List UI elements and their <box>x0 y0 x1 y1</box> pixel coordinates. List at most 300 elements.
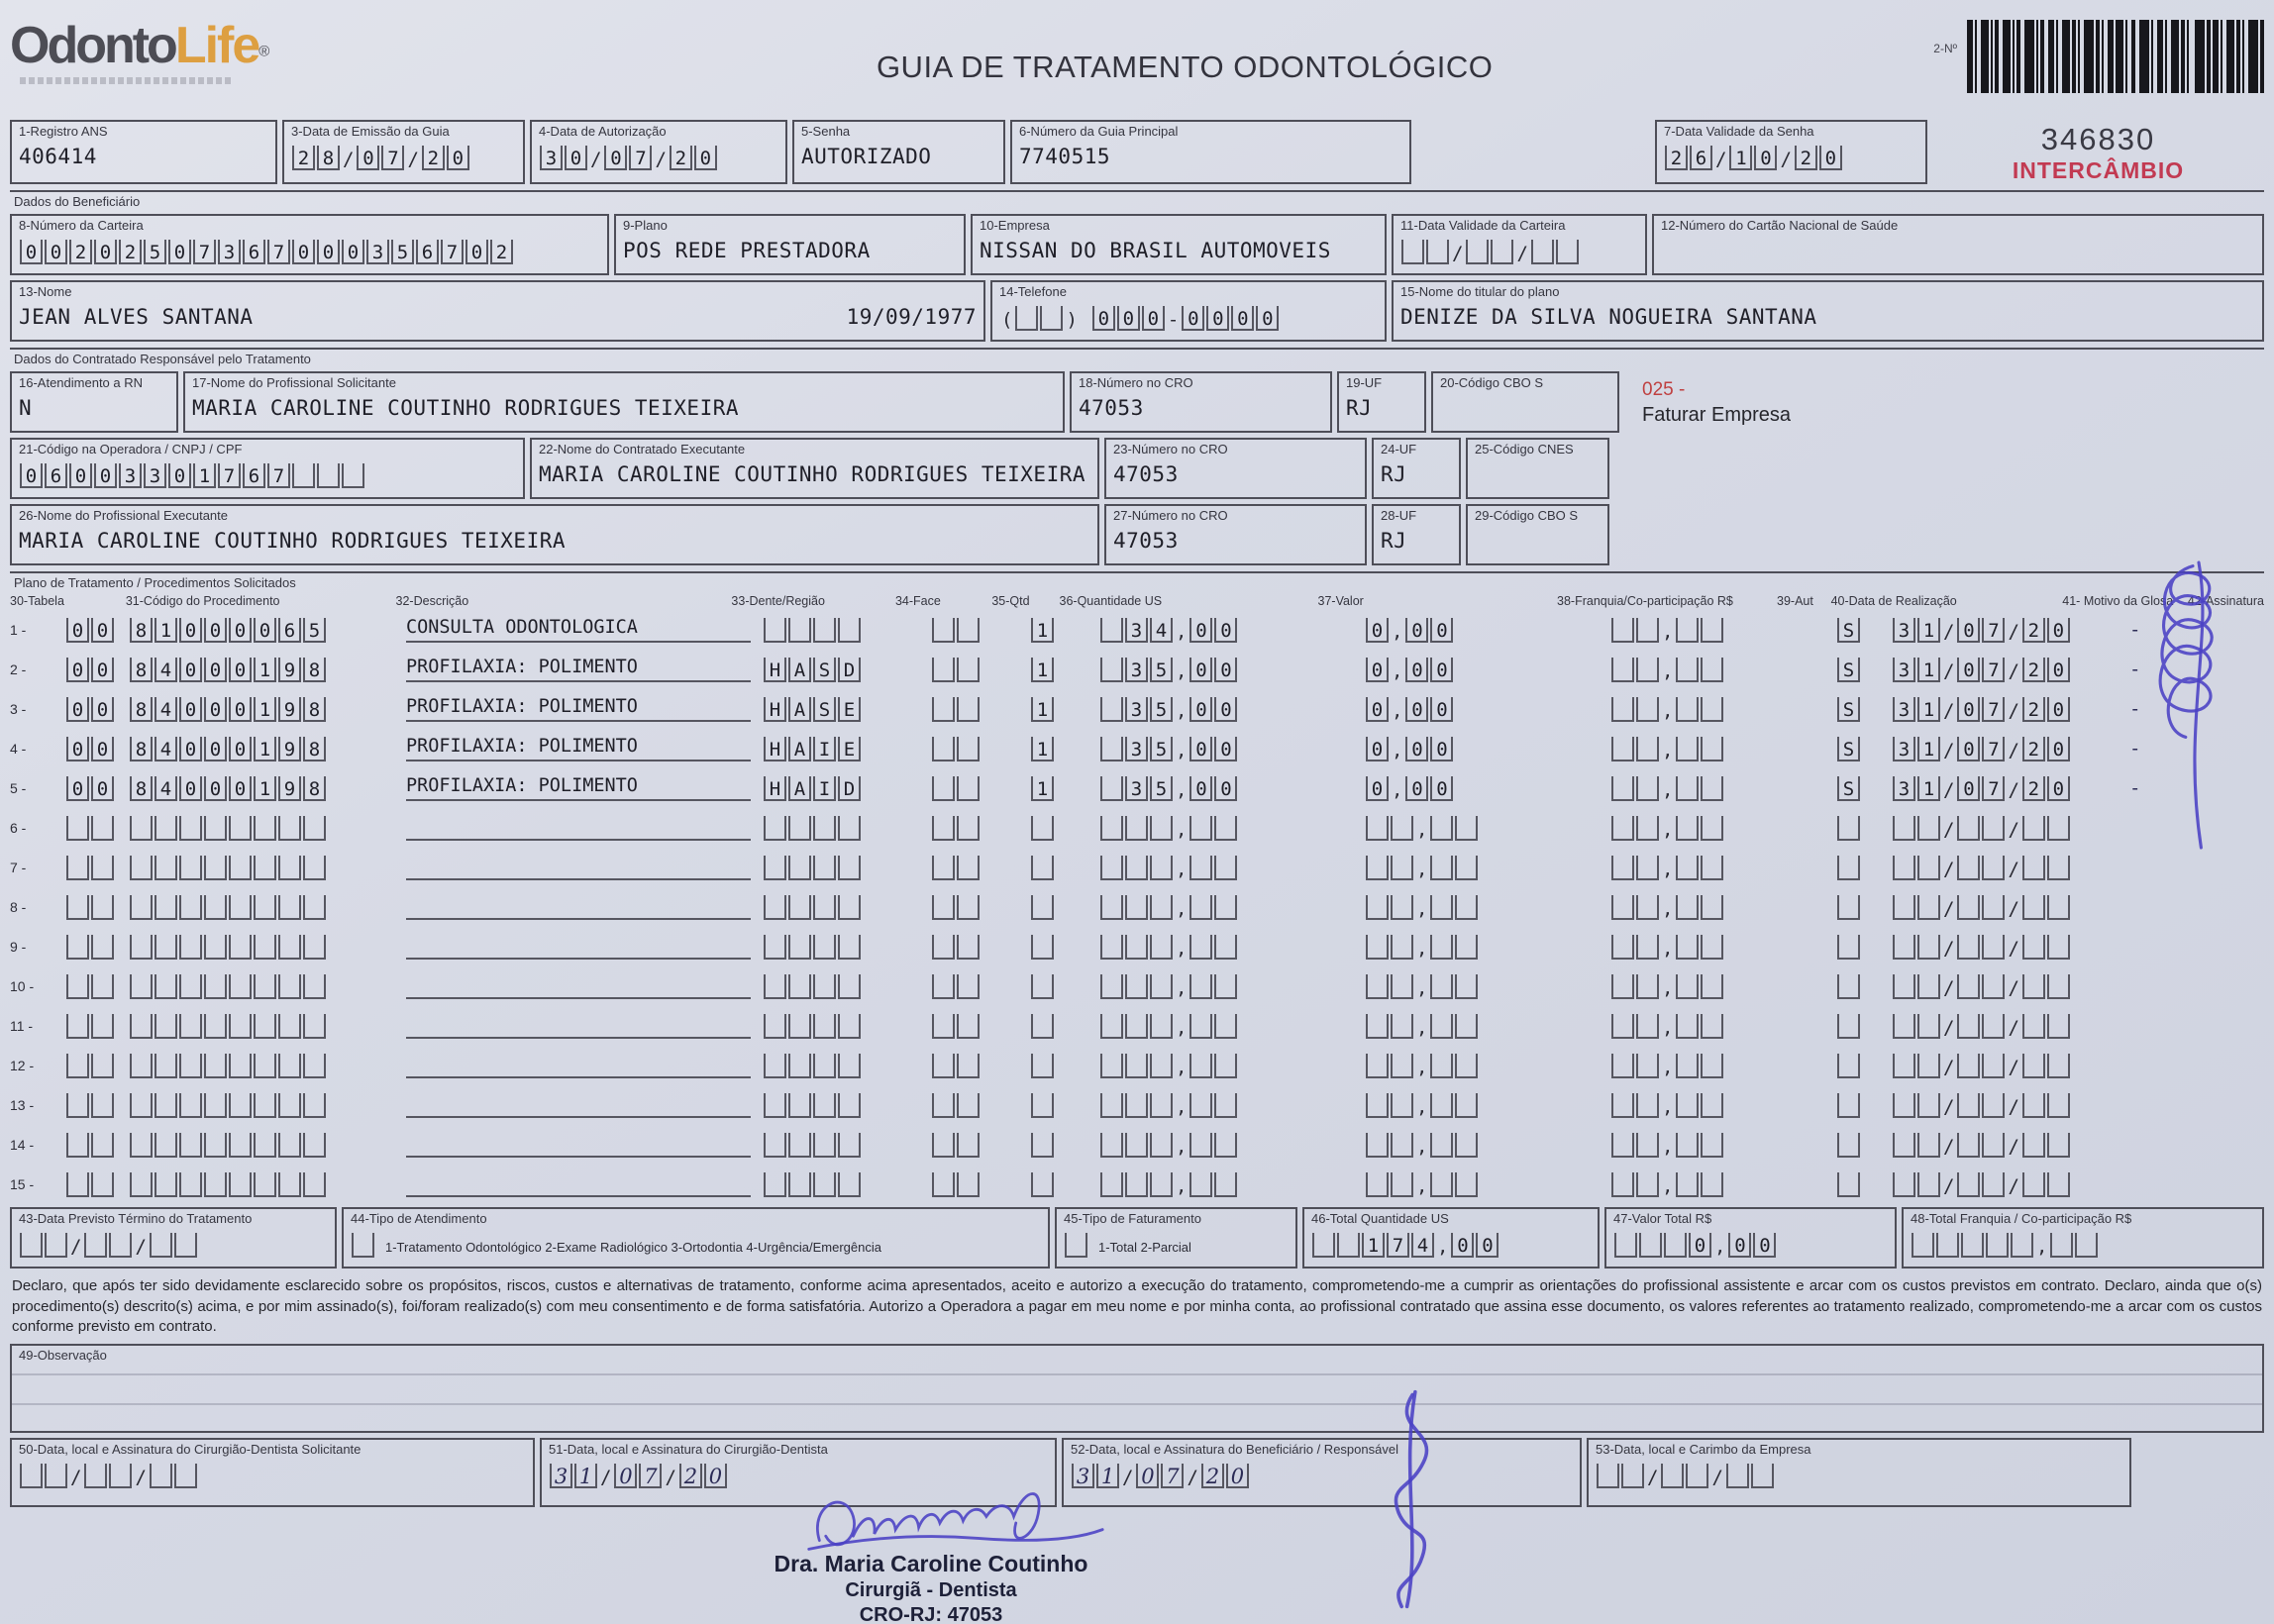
digit-cell <box>1676 895 1699 920</box>
digit-cell <box>1430 1054 1453 1078</box>
col-data <box>1892 1133 2129 1158</box>
col-desc: CONSULTA ODONTOLOGICA <box>406 614 751 643</box>
procedure-row <box>10 648 2264 687</box>
digit-cell: / <box>1943 898 1955 920</box>
digit-cell <box>1701 816 1723 841</box>
digit-cell <box>2047 895 2070 920</box>
digit-cell <box>303 816 326 841</box>
digit-cell <box>278 1133 301 1158</box>
digit-cell <box>66 974 89 999</box>
digit-cell <box>838 895 861 920</box>
digit-cell <box>1751 1464 1774 1488</box>
digit-cell <box>1366 1172 1389 1197</box>
digit-cell <box>1917 1133 1940 1158</box>
digit-cell: 0 <box>229 737 252 761</box>
digit-cell <box>66 1093 89 1118</box>
field-label: 3-Data de Emissão da Guia <box>291 124 450 139</box>
col-desc <box>406 1168 751 1197</box>
digit-cell: 0 <box>1957 776 1980 801</box>
birth-date: 19/09/1977 <box>846 305 977 329</box>
digit-cell <box>1957 1014 1980 1039</box>
digit-cell <box>254 1172 276 1197</box>
digit-cell <box>179 895 202 920</box>
digit-cell <box>813 856 836 880</box>
col-franquia <box>1610 935 1836 960</box>
digit-cell: , <box>1437 1236 1449 1258</box>
digit-cell <box>1466 240 1489 264</box>
digit-cell <box>788 1093 811 1118</box>
digit-cell <box>109 1464 132 1488</box>
row-carteira <box>10 214 2264 275</box>
digit-cell: 2 <box>1665 146 1688 170</box>
digit-cell <box>303 1133 326 1158</box>
digit-cell <box>1636 1172 1659 1197</box>
digit-cell <box>1150 816 1173 841</box>
digit-cell: , <box>1416 977 1428 999</box>
procedure-row <box>10 766 2264 806</box>
col-dente <box>763 737 931 761</box>
digit-cell <box>1982 974 2005 999</box>
digit-cell: 0 <box>1142 306 1165 331</box>
digit-cell <box>838 1093 861 1118</box>
col-codigo <box>129 618 406 643</box>
col-dente <box>763 895 931 920</box>
digit-cell <box>1636 776 1659 801</box>
digit-cell <box>2050 1233 2073 1258</box>
field-6-guia-principal <box>1010 120 1411 184</box>
digit-cell <box>1701 935 1723 960</box>
digit-cell: 4 <box>155 776 177 801</box>
digit-cell: / <box>1122 1467 1134 1489</box>
col-us <box>1099 816 1365 841</box>
field-label: 7-Data Validade da Senha <box>1664 124 1814 139</box>
col-dente <box>763 856 931 880</box>
digit-cell <box>1214 895 1237 920</box>
intercambio-tag: INTERCÂMBIO <box>2012 157 2185 183</box>
digit-cell: S <box>1837 618 1860 643</box>
digit-cell: 0 <box>204 618 227 643</box>
digit-cell <box>764 618 786 643</box>
col-dente <box>763 1054 931 1078</box>
digit-cell <box>1597 1464 1619 1488</box>
digit-cell: 9 <box>278 658 301 682</box>
digit-cell <box>317 463 340 488</box>
digit-cell <box>1125 935 1148 960</box>
digit-cell <box>957 1133 980 1158</box>
field-45-tipo-faturamento <box>1055 1207 1297 1269</box>
digit-cell <box>1636 1133 1659 1158</box>
digit-cell <box>2022 1093 2045 1118</box>
digit-cell <box>155 816 177 841</box>
field-47-valor-total <box>1604 1207 1897 1269</box>
digit-cell: , <box>1662 779 1674 801</box>
digit-cell: 0 <box>1405 658 1428 682</box>
digit-cell <box>1189 935 1212 960</box>
col-num: 8 - <box>10 899 27 915</box>
digit-cell <box>229 856 252 880</box>
digit-cell <box>1031 1014 1054 1039</box>
digit-cell <box>1611 856 1634 880</box>
field-label: 5-Senha <box>801 124 851 139</box>
digit-cell: , <box>1392 621 1403 643</box>
col-aut <box>1836 697 1892 722</box>
digit-cell <box>1936 1233 1959 1258</box>
form-title: GUIA DE TRATAMENTO ODONTOLÓGICO <box>876 50 1494 84</box>
digit-cell: E <box>838 737 861 761</box>
digit-cell: 0 <box>1405 618 1428 643</box>
digit-cell <box>838 1133 861 1158</box>
digit-cell <box>1430 856 1453 880</box>
digit-cell: / <box>135 1236 147 1258</box>
digit-cell <box>1636 1054 1659 1078</box>
digit-cell: 1 <box>1917 658 1940 682</box>
digit-cell: / <box>1647 1467 1659 1489</box>
digit-cell <box>130 816 153 841</box>
digit-cell <box>1125 1172 1148 1197</box>
digit-cell: 0 <box>704 1464 727 1488</box>
digit-cell: 6 <box>1690 146 1712 170</box>
digit-cell: 8 <box>130 737 153 761</box>
digit-cell <box>1893 1172 1915 1197</box>
col-franquia <box>1610 658 1836 682</box>
digit-cell <box>1366 816 1389 841</box>
digit-cell <box>1701 658 1723 682</box>
digit-cell <box>155 935 177 960</box>
digit-cell <box>155 895 177 920</box>
col-qtd <box>1030 697 1099 722</box>
procedure-row <box>10 687 2264 727</box>
digit-cell <box>1150 935 1173 960</box>
digit-cell: , <box>1176 1136 1188 1158</box>
col-header-descricao: 32-Descrição <box>395 594 469 608</box>
digit-cell: , <box>1176 1096 1188 1118</box>
digit-cell <box>204 1054 227 1078</box>
digit-cell: 0 <box>1689 1233 1711 1258</box>
procedure-row <box>10 806 2264 846</box>
digit-cell <box>1611 697 1634 722</box>
digit-cell <box>1917 816 1940 841</box>
col-qtd <box>1030 1014 1099 1039</box>
digit-cell <box>254 1054 276 1078</box>
digit-cell <box>1391 856 1413 880</box>
digit-cell: , <box>1176 938 1188 960</box>
digit-cell <box>1686 1464 1708 1488</box>
digit-cell <box>229 974 252 999</box>
digit-cell <box>278 856 301 880</box>
field-digits <box>1064 1233 1088 1258</box>
field-label: 45-Tipo de Faturamento <box>1064 1211 1201 1226</box>
digit-cell <box>1893 856 1915 880</box>
digit-cell <box>1893 1014 1915 1039</box>
digit-cell <box>1837 1133 1860 1158</box>
digit-cell: 0 <box>45 240 67 264</box>
digit-cell <box>2047 935 2070 960</box>
digit-cell <box>1065 1233 1087 1258</box>
field-label: 29-Código CBO S <box>1475 508 1579 523</box>
col-desc <box>406 812 751 841</box>
digit-cell: 0 <box>229 658 252 682</box>
digit-cell <box>932 1054 955 1078</box>
digit-cell <box>91 974 114 999</box>
field-label: 50-Data, local e Assinatura do Cirurgião-Dentista Solicitante <box>19 1442 362 1458</box>
col-qtd <box>1030 776 1099 801</box>
col-valor <box>1365 618 1610 643</box>
digit-cell <box>1982 856 2005 880</box>
digit-cell: , <box>1392 740 1403 761</box>
field-label: 17-Nome do Profissional Solicitante <box>192 375 396 390</box>
digit-cell <box>254 816 276 841</box>
digit-cell <box>1893 895 1915 920</box>
digit-cell: 0 <box>1405 776 1428 801</box>
digit-cell: 9 <box>278 776 301 801</box>
digit-cell <box>1189 1133 1212 1158</box>
dentist-stamp <box>693 1551 1169 1624</box>
field-value: MARIA CAROLINE COUTINHO RODRIGUES TEIXEIRA <box>539 462 1086 486</box>
digit-cell: , <box>1662 660 1674 682</box>
col-num: 7 - <box>10 860 27 875</box>
digit-cell: 6 <box>243 240 265 264</box>
procedure-row <box>10 1083 2264 1123</box>
digit-cell: 4 <box>155 697 177 722</box>
digit-cell <box>957 697 980 722</box>
digit-cell: D <box>838 658 861 682</box>
digit-cell: 7 <box>381 146 404 170</box>
field-digits <box>999 306 1378 331</box>
field-value: RJ <box>1381 529 1407 553</box>
digit-cell: , <box>1176 1057 1188 1078</box>
logo-wordmark <box>10 16 436 75</box>
digit-cell: / <box>70 1236 82 1258</box>
digit-cell: 2 <box>670 146 692 170</box>
digit-cell <box>1455 1054 1478 1078</box>
digit-cell: 0 <box>179 618 202 643</box>
digit-cell <box>957 776 980 801</box>
digit-cell <box>1100 974 1123 999</box>
digit-cell <box>66 816 89 841</box>
col-data <box>1892 1172 2129 1197</box>
digit-cell <box>1031 895 1054 920</box>
col-face <box>931 1133 1030 1158</box>
digit-cell <box>1957 974 1980 999</box>
col-face <box>931 816 1030 841</box>
digit-cell: 4 <box>155 737 177 761</box>
digit-cell <box>1455 856 1478 880</box>
digit-cell <box>1837 1093 1860 1118</box>
digit-cell <box>254 1093 276 1118</box>
digit-cell <box>1917 1093 1940 1118</box>
digit-cell: 3 <box>540 146 563 170</box>
col-us <box>1099 974 1365 999</box>
digit-cell: 0 <box>1214 658 1237 682</box>
digit-cell: / <box>2008 819 2019 841</box>
digit-cell <box>1430 1172 1453 1197</box>
col-franquia <box>1610 1054 1836 1078</box>
col-data <box>1892 856 2129 880</box>
field-label: 10-Empresa <box>980 218 1050 233</box>
digit-cell <box>2047 1054 2070 1078</box>
digit-cell <box>1080 313 1091 331</box>
field-27-cro <box>1104 504 1367 565</box>
col-face <box>931 935 1030 960</box>
col-face <box>931 1054 1030 1078</box>
field-16-atendimento-rn <box>10 371 178 433</box>
digit-cell <box>155 1054 177 1078</box>
digit-cell <box>1676 816 1699 841</box>
field-label: 47-Valor Total R$ <box>1613 1211 1712 1226</box>
digit-cell <box>1125 1054 1148 1078</box>
digit-cell: 5 <box>1150 697 1173 722</box>
col-header-dente: 33-Dente/Região <box>731 594 825 608</box>
col-valor <box>1365 1172 1610 1197</box>
digit-cell <box>1614 1233 1637 1258</box>
digit-cell: , <box>1662 977 1674 999</box>
digit-cell <box>1214 935 1237 960</box>
digit-cell <box>1611 618 1634 643</box>
digit-cell: 6 <box>416 240 439 264</box>
digit-cell <box>1214 1172 1237 1197</box>
digit-cell <box>932 1133 955 1158</box>
digit-cell <box>1391 1093 1413 1118</box>
digit-cell <box>813 935 836 960</box>
col-data <box>1892 895 2129 920</box>
digit-cell <box>2022 1133 2045 1158</box>
col-num: 5 - <box>10 780 27 796</box>
digit-cell: I <box>813 737 836 761</box>
field-50-assinatura-solicitante <box>10 1438 535 1507</box>
digit-cell <box>1664 1233 1687 1258</box>
digit-cell <box>1621 1464 1644 1488</box>
digit-cell <box>179 1054 202 1078</box>
digit-cell <box>1125 895 1148 920</box>
digit-cell <box>1636 816 1659 841</box>
digit-cell <box>1961 1233 1984 1258</box>
digit-cell <box>1917 1014 1940 1039</box>
field-value: 7740515 <box>1019 145 1111 168</box>
digit-cell: 0 <box>604 146 627 170</box>
digit-cell <box>303 935 326 960</box>
digit-cell: H <box>764 697 786 722</box>
digit-cell <box>1701 895 1723 920</box>
digit-cell: 6 <box>243 463 265 488</box>
digit-cell: 0 <box>204 737 227 761</box>
digit-cell <box>45 1464 67 1488</box>
digit-cell: 0 <box>1430 697 1453 722</box>
digit-cell: 0 <box>1366 618 1389 643</box>
col-qtd <box>1030 1133 1099 1158</box>
digit-cell: 2 <box>119 240 142 264</box>
digit-cell: 0 <box>1366 776 1389 801</box>
digit-cell: 7 <box>441 240 464 264</box>
digit-cell <box>179 1093 202 1118</box>
col-data <box>1892 658 2129 682</box>
digit-cell <box>254 856 276 880</box>
field-label: 43-Data Previsto Término do Tratamento <box>19 1211 253 1226</box>
col-dente <box>763 816 931 841</box>
col-tabela <box>65 816 129 841</box>
row-solicitante <box>10 371 2264 433</box>
digit-cell: , <box>1662 1175 1674 1197</box>
digit-cell <box>229 1133 252 1158</box>
digit-cell: 0 <box>1231 306 1254 331</box>
digit-cell <box>303 1172 326 1197</box>
digit-cell <box>1982 1014 2005 1039</box>
digit-cell <box>1189 1014 1212 1039</box>
digit-cell <box>254 1014 276 1039</box>
digit-cell: 5 <box>1150 776 1173 801</box>
digit-cell: 7 <box>1387 1233 1409 1258</box>
digit-cell <box>2022 895 2045 920</box>
col-codigo <box>129 658 406 682</box>
digit-cell: / <box>1943 740 1955 761</box>
col-header-face: 34-Face <box>894 594 941 608</box>
digit-cell <box>2011 1233 2033 1258</box>
col-codigo <box>129 1014 406 1039</box>
digit-cell: 1 <box>1362 1233 1385 1258</box>
col-tabela <box>65 697 129 722</box>
digit-cell <box>1676 737 1699 761</box>
col-qtd <box>1030 816 1099 841</box>
digit-cell: 0 <box>317 240 340 264</box>
digit-cell <box>1611 776 1634 801</box>
digit-cell: 2 <box>490 240 513 264</box>
digit-cell <box>84 1233 107 1258</box>
digit-cell <box>957 856 980 880</box>
digit-cell: 3 <box>1893 697 1915 722</box>
digit-cell: 0 <box>2047 697 2070 722</box>
digit-cell <box>1391 935 1413 960</box>
col-franquia <box>1610 974 1836 999</box>
field-29-cbo <box>1466 504 1609 565</box>
digit-cell <box>1636 895 1659 920</box>
col-us <box>1099 737 1365 761</box>
digit-cell <box>66 935 89 960</box>
digit-cell: 3 <box>1893 776 1915 801</box>
digit-cell <box>204 974 227 999</box>
digit-cell <box>957 974 980 999</box>
digit-cell <box>1701 618 1723 643</box>
field-label: 9-Plano <box>623 218 668 233</box>
digit-cell: E <box>838 697 861 722</box>
col-num: 6 - <box>10 820 27 836</box>
logo-text-odonto: Odonto <box>10 17 175 74</box>
field-11-validade-carteira <box>1392 214 1647 275</box>
digit-cell: , <box>1662 898 1674 920</box>
digit-cell <box>1430 935 1453 960</box>
digit-cell: , <box>1176 1017 1188 1039</box>
digit-cell: / <box>1516 243 1528 264</box>
digit-cell <box>91 816 114 841</box>
field-21-codigo-operadora <box>10 438 525 499</box>
digit-cell <box>1391 1172 1413 1197</box>
col-data <box>1892 697 2129 722</box>
digit-cell <box>1150 895 1173 920</box>
col-us <box>1099 1054 1365 1078</box>
field-label: 44-Tipo de Atendimento <box>351 1211 487 1226</box>
field-label: 26-Nome do Profissional Executante <box>19 508 229 523</box>
col-valor <box>1365 935 1610 960</box>
digit-cell: 3 <box>218 240 241 264</box>
digit-cell: 0 <box>1226 1464 1249 1488</box>
digit-cell <box>813 974 836 999</box>
digit-cell: 2 <box>679 1464 702 1488</box>
digit-cell <box>278 1054 301 1078</box>
field-digits <box>19 1233 328 1258</box>
digit-cell: 0 <box>1214 776 1237 801</box>
field-digits <box>19 1464 526 1488</box>
digit-cell <box>1100 737 1123 761</box>
digit-cell: , <box>1176 740 1188 761</box>
digit-cell <box>2022 1172 2045 1197</box>
